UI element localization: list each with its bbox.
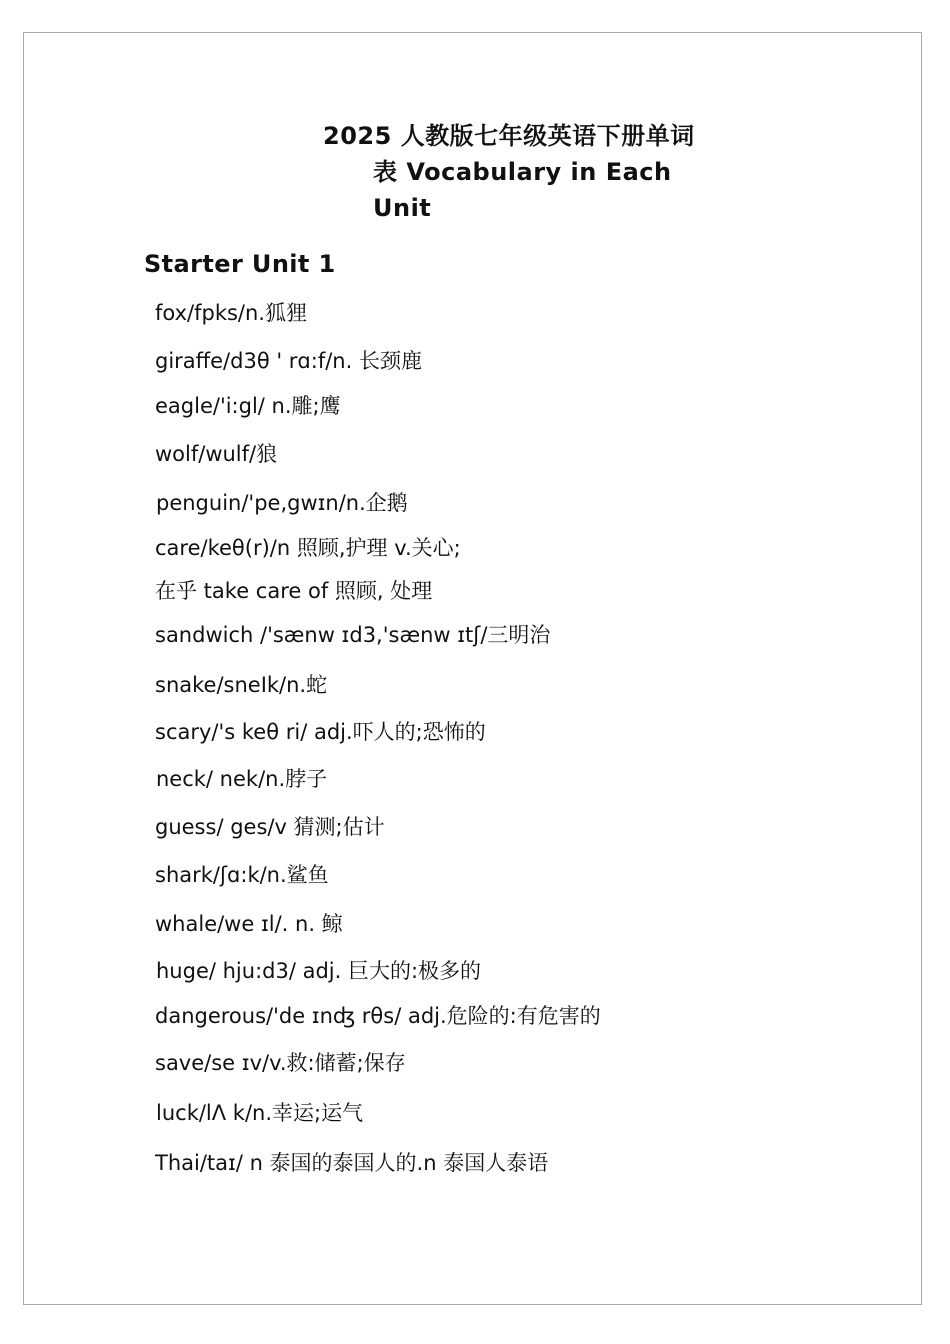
vocab-entry: giraffe/d3θ ' rɑ:f/n. 长颈鹿 (155, 349, 422, 373)
vocab-entry: save/se ɪv/v.救:储蓄;保存 (155, 1051, 406, 1075)
vocab-entry: dangerous/'de ɪnʤ rθs/ adj.危险的:有危害的 (155, 1004, 601, 1028)
vocab-entry: luck/lΛ k/n.幸运;运气 (156, 1101, 364, 1125)
vocab-entry: eagle/'i:gl/ n.雕;鹰 (155, 394, 341, 418)
vocab-entry: neck/ nek/n.脖子 (156, 767, 328, 791)
vocab-entry: wolf/wulf/狼 (155, 442, 278, 466)
vocab-entry: sandwich /'sænw ɪd3,'sænw ɪtʃ/三明治 (155, 623, 551, 647)
vocab-entry: guess/ ges/v 猜测;估计 (155, 815, 385, 839)
vocab-entry: whale/we ɪl/. n. 鲸 (155, 912, 343, 936)
vocab-entry: snake/sneIk/n.蛇 (155, 673, 328, 697)
document-title-line-3: Unit (373, 194, 432, 222)
vocab-entry: huge/ hju:d3/ adj. 巨大的:极多的 (156, 959, 482, 983)
vocab-entry: fox/fpks/n.狐狸 (155, 301, 307, 325)
vocab-entry: care/keθ(r)/n 照顾,护理 v.关心; (155, 536, 461, 560)
vocab-entry: shark/ʃɑ:k/n.鲨鱼 (155, 863, 329, 887)
document-title-line-1: 2025 人教版七年级英语下册单词 (323, 122, 695, 150)
vocab-entry: Thai/taɪ/ n 泰国的泰国人的.n 泰国人泰语 (155, 1151, 549, 1175)
document-title-line-2: 表 Vocabulary in Each (373, 158, 672, 186)
vocab-entry: 在乎 take care of 照顾, 处理 (155, 579, 433, 603)
vocab-entry: scary/'s keθ ri/ adj.吓人的;恐怖的 (155, 720, 486, 744)
vocab-entry: penguin/'pe,gwɪn/n.企鹅 (156, 491, 408, 515)
section-heading: Starter Unit 1 (144, 250, 336, 278)
